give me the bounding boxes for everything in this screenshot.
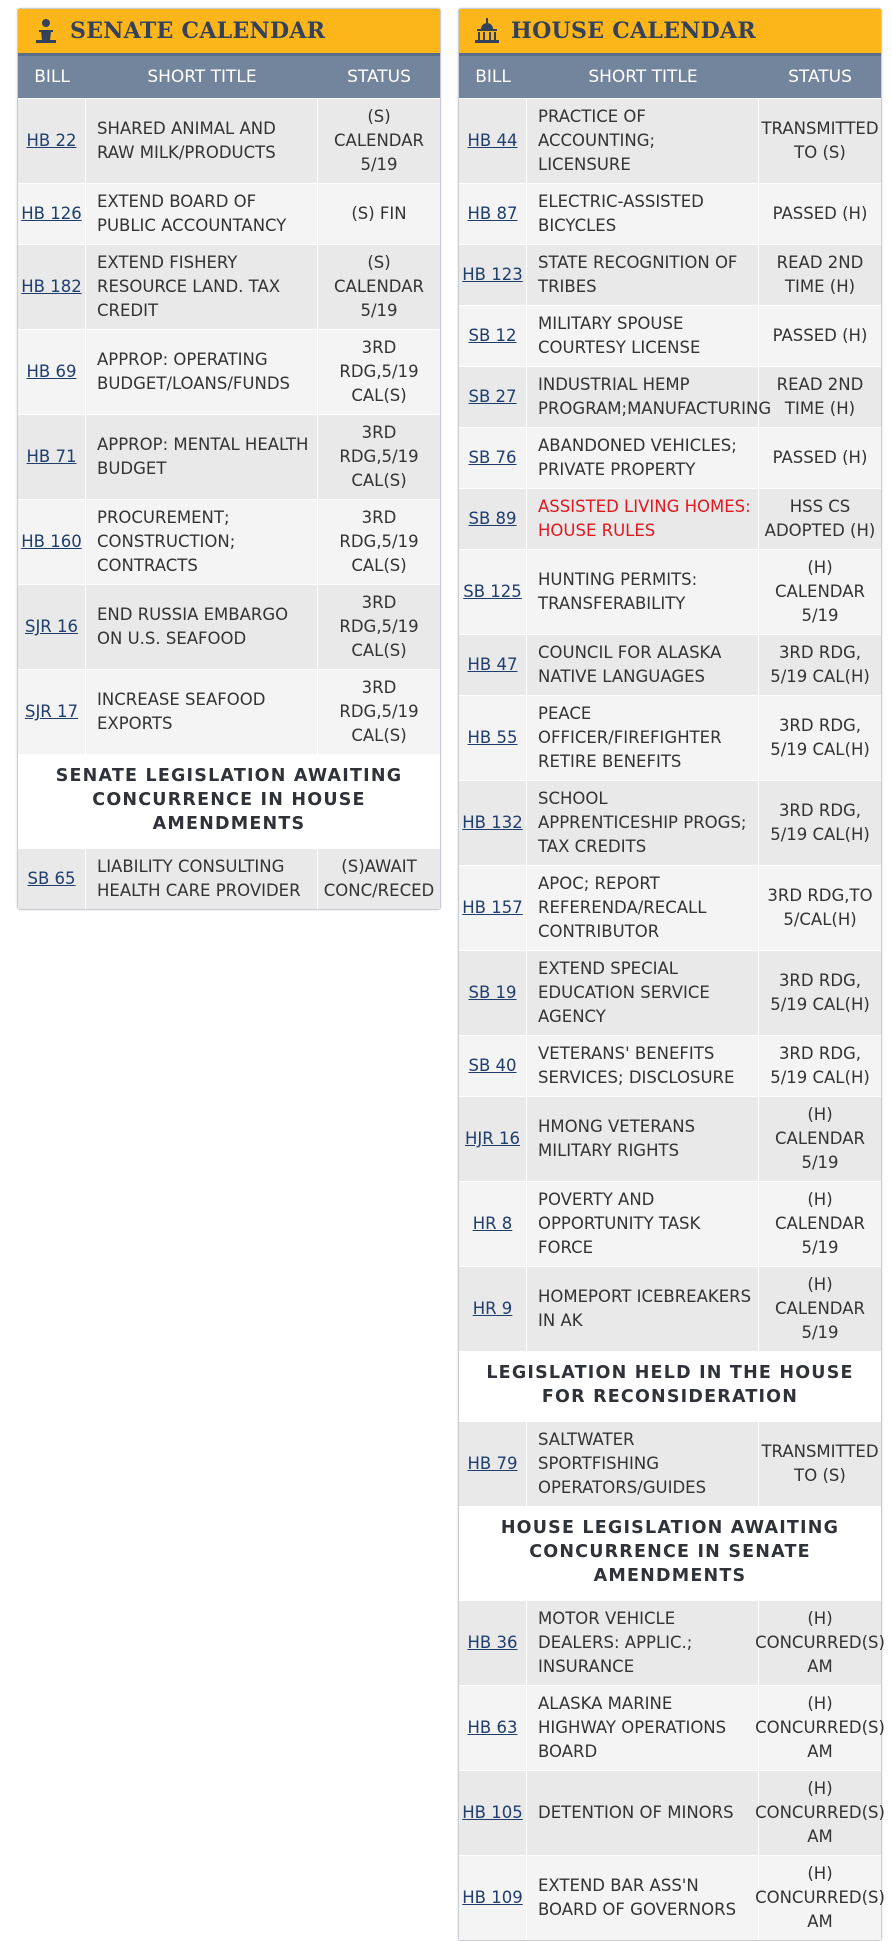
status-cell: HSS CS ADOPTED (H) <box>764 497 876 540</box>
bill-cell <box>459 1422 527 1506</box>
status-cell: 3RD RDG, 5/19 CAL(H) <box>770 1044 870 1087</box>
table-row <box>18 244 440 329</box>
bill-link[interactable]: SB 19 <box>468 983 517 1002</box>
status-cell: TRANSMITTED TO (S) <box>761 1442 879 1485</box>
table-row <box>459 780 881 865</box>
bill-cell <box>459 367 527 427</box>
capitol-building-icon <box>473 18 501 44</box>
bill-cell <box>459 1036 527 1096</box>
bill-cell <box>459 781 527 865</box>
short-title-cell: SALTWATER SPORTFISHING OPERATORS/GUIDES <box>527 1422 759 1506</box>
table-row <box>459 865 881 950</box>
house-awaiting-concurrence-heading: HOUSE LEGISLATION AWAITING CONCURRENCE IN SENATE AMENDMENTS <box>459 1506 881 1600</box>
bill-link[interactable]: SB 12 <box>468 326 517 345</box>
senate-column-header <box>18 56 440 98</box>
table-row <box>459 1685 885 1770</box>
bill-link[interactable]: HB 79 <box>467 1454 518 1473</box>
status-cell: PASSED (H) <box>772 204 868 223</box>
house-column-header <box>459 56 881 98</box>
speaker-podium-icon <box>32 18 60 44</box>
short-title-cell: MILITARY SPOUSE COURTESY LICENSE <box>527 306 759 366</box>
short-title-cell: APOC; REPORT REFERENDA/RECALL CONTRIBUTOR <box>527 866 759 950</box>
short-title-cell: MOTOR VEHICLE DEALERS: APPLIC.; INSURANCE <box>527 1601 759 1685</box>
short-title-cell: STATE RECOGNITION OF TRIBES <box>527 245 759 305</box>
table-row <box>459 366 881 427</box>
short-title-cell: EXTEND BAR ASS'N BOARD OF GOVERNORS <box>527 1856 759 1940</box>
column-short-title: SHORT TITLE <box>147 67 257 87</box>
short-title-cell: APPROP: MENTAL HEALTH BUDGET <box>86 415 318 499</box>
table-row <box>18 183 440 244</box>
short-title-cell: DETENTION OF MINORS <box>527 1771 759 1855</box>
bill-link[interactable]: SJR 16 <box>24 617 79 636</box>
table-row <box>459 1096 881 1181</box>
short-title-cell: HOMEPORT ICEBREAKERS IN AK <box>527 1267 759 1351</box>
bill-cell <box>459 1601 527 1685</box>
short-title-cell: HUNTING PERMITS: TRANSFERABILITY <box>527 550 759 634</box>
bill-cell <box>459 550 527 634</box>
bill-cell <box>18 415 86 499</box>
senate-calendar-panel <box>17 8 441 910</box>
senate-calendar-title: SENATE CALENDAR <box>70 18 326 44</box>
status-cell: (H) CONCURRED(S) AM <box>755 1779 885 1846</box>
bill-link[interactable]: SB 76 <box>468 448 517 467</box>
bill-cell <box>459 428 527 488</box>
status-cell: TRANSMITTED TO (S) <box>761 119 879 162</box>
bill-cell <box>459 866 527 950</box>
short-title-cell: ELECTRIC-ASSISTED BICYCLES <box>527 184 759 244</box>
bill-cell <box>459 1856 527 1940</box>
bill-link[interactable]: HB 182 <box>21 277 82 296</box>
status-cell: 3RD RDG,5/19 CAL(S) <box>339 508 419 575</box>
status-cell: (H) CONCURRED(S) AM <box>755 1864 885 1931</box>
short-title-cell: ALASKA MARINE HIGHWAY OPERATIONS BOARD <box>527 1686 759 1770</box>
short-title-cell: EXTEND BOARD OF PUBLIC ACCOUNTANCY <box>86 184 318 244</box>
short-title-cell: LIABILITY CONSULTING HEALTH CARE PROVIDER <box>86 849 318 909</box>
bill-link[interactable]: HB 157 <box>462 898 523 917</box>
status-cell: 3RD RDG,5/19 CAL(S) <box>339 423 419 490</box>
short-title-cell: INDUSTRIAL HEMP PROGRAM;MANUFACTURING <box>527 367 759 427</box>
short-title-cell: ASSISTED LIVING HOMES: HOUSE RULES <box>527 489 759 549</box>
bill-link[interactable]: HJR 16 <box>465 1129 520 1148</box>
bill-cell <box>459 635 527 695</box>
status-cell: (S)AWAIT CONC/RECED <box>323 857 435 900</box>
bill-cell <box>18 245 86 329</box>
bill-cell <box>459 306 527 366</box>
status-cell: (H) CONCURRED(S) AM <box>755 1609 885 1676</box>
short-title-cell: APPROP: OPERATING BUDGET/LOANS/FUNDS <box>86 330 318 414</box>
short-title-cell: VETERANS' BENEFITS SERVICES; DISCLOSURE <box>527 1036 759 1096</box>
bill-link[interactable]: SB 89 <box>468 509 517 528</box>
bill-link[interactable]: SB 27 <box>468 387 517 406</box>
senate-awaiting-rows <box>18 848 440 909</box>
short-title-cell: PEACE OFFICER/FIREFIGHTER RETIRE BENEFITS <box>527 696 759 780</box>
column-status: STATUS <box>347 67 411 87</box>
short-title-cell: HMONG VETERANS MILITARY RIGHTS <box>527 1097 759 1181</box>
bill-link[interactable]: HB 22 <box>26 131 77 150</box>
status-cell: (H) CALENDAR 5/19 <box>775 558 865 625</box>
bill-cell <box>459 1182 527 1266</box>
table-row <box>459 950 881 1035</box>
table-row <box>459 244 881 305</box>
bill-cell <box>459 1771 527 1855</box>
house-held-reconsideration-heading: LEGISLATION HELD IN THE HOUSE FOR RECONSIDERATION <box>459 1351 881 1421</box>
status-cell: 3RD RDG, 5/19 CAL(H) <box>770 643 870 686</box>
short-title-cell: ABANDONED VEHICLES; PRIVATE PROPERTY <box>527 428 759 488</box>
status-cell: (H) CONCURRED(S) AM <box>755 1694 885 1761</box>
bill-link[interactable]: HB 63 <box>467 1718 518 1737</box>
status-cell: (H) CALENDAR 5/19 <box>775 1105 865 1172</box>
status-cell: READ 2ND TIME (H) <box>776 253 864 296</box>
table-row <box>459 695 881 780</box>
status-cell: PASSED (H) <box>772 326 868 345</box>
bill-cell <box>459 1097 527 1181</box>
bill-link[interactable]: HB 36 <box>467 1633 518 1652</box>
short-title-cell: INCREASE SEAFOOD EXPORTS <box>86 670 318 754</box>
table-row <box>18 584 440 669</box>
table-row <box>459 305 881 366</box>
house-awaiting-rows <box>459 1600 885 1940</box>
bill-cell <box>459 951 527 1035</box>
table-row <box>18 98 440 183</box>
bill-link[interactable]: HR 8 <box>472 1214 513 1233</box>
short-title-cell: PROCUREMENT; CONSTRUCTION; CONTRACTS <box>86 500 318 584</box>
table-row <box>459 1855 885 1940</box>
bill-link[interactable]: HB 71 <box>26 447 77 466</box>
table-row <box>459 1035 881 1096</box>
table-row <box>18 499 440 584</box>
house-held-rows <box>459 1421 881 1506</box>
short-title-cell: SHARED ANIMAL AND RAW MILK/PRODUCTS <box>86 99 318 183</box>
short-title-cell: POVERTY AND OPPORTUNITY TASK FORCE <box>527 1182 759 1266</box>
status-cell: (S) CALENDAR 5/19 <box>334 253 424 320</box>
bill-link[interactable]: HB 87 <box>467 204 518 223</box>
bill-link[interactable]: HB 126 <box>21 204 82 223</box>
bill-link[interactable]: HB 44 <box>467 131 518 150</box>
senate-awaiting-concurrence-heading: SENATE LEGISLATION AWAITING CONCURRENCE IN HOUSE AMENDMENTS <box>18 754 440 848</box>
status-cell: PASSED (H) <box>772 448 868 467</box>
table-row <box>18 669 440 754</box>
status-cell: (H) CALENDAR 5/19 <box>775 1275 865 1342</box>
short-title-cell: END RUSSIA EMBARGO ON U.S. SEAFOOD <box>86 585 318 669</box>
bill-cell <box>459 184 527 244</box>
short-title-cell: SCHOOL APPRENTICESHIP PROGS; TAX CREDITS <box>527 781 759 865</box>
status-cell: (S) CALENDAR 5/19 <box>334 107 424 174</box>
bill-cell <box>459 245 527 305</box>
table-row <box>18 329 440 414</box>
bill-link[interactable]: SJR 17 <box>24 702 79 721</box>
status-cell: 3RD RDG, 5/19 CAL(H) <box>770 801 870 844</box>
status-cell: 3RD RDG, 5/19 CAL(H) <box>770 716 870 759</box>
status-cell: 3RD RDG,5/19 CAL(S) <box>339 338 419 405</box>
table-row <box>459 1181 881 1266</box>
table-row <box>459 549 881 634</box>
house-calendar-panel <box>458 8 885 1941</box>
bill-link[interactable]: SB 40 <box>468 1056 517 1075</box>
status-cell: (S) FIN <box>351 204 407 223</box>
table-row <box>18 414 440 499</box>
senate-rows <box>18 98 440 754</box>
short-title-cell: COUNCIL FOR ALASKA NATIVE LANGUAGES <box>527 635 759 695</box>
bill-cell <box>459 696 527 780</box>
bill-link[interactable]: HB 109 <box>462 1888 523 1907</box>
table-row <box>459 1600 885 1685</box>
bill-cell <box>18 99 86 183</box>
table-row <box>18 848 440 909</box>
table-row <box>459 427 881 488</box>
short-title-cell: EXTEND SPECIAL EDUCATION SERVICE AGENCY <box>527 951 759 1035</box>
status-cell: 3RD RDG, 5/19 CAL(H) <box>770 971 870 1014</box>
status-cell: (H) CALENDAR 5/19 <box>775 1190 865 1257</box>
short-title-cell: PRACTICE OF ACCOUNTING; LICENSURE <box>527 99 759 183</box>
bill-cell <box>459 489 527 549</box>
column-bill: BILL <box>34 67 70 87</box>
bill-cell <box>18 585 86 669</box>
bill-cell <box>18 670 86 754</box>
table-row <box>459 1770 885 1855</box>
status-cell: 3RD RDG,TO 5/CAL(H) <box>767 886 873 929</box>
bill-link[interactable]: HB 123 <box>462 265 523 284</box>
bill-link[interactable]: HB 69 <box>26 362 77 381</box>
bill-cell <box>18 330 86 414</box>
column-bill: BILL <box>475 67 511 87</box>
bill-link[interactable]: HB 160 <box>21 532 82 551</box>
column-short-title: SHORT TITLE <box>588 67 698 87</box>
house-calendar-title: HOUSE CALENDAR <box>511 18 757 44</box>
bill-cell <box>18 500 86 584</box>
bill-cell <box>18 849 86 909</box>
status-cell: 3RD RDG,5/19 CAL(S) <box>339 678 419 745</box>
status-cell: READ 2ND TIME (H) <box>776 375 864 418</box>
bill-link[interactable]: SB 125 <box>463 582 522 601</box>
table-row <box>459 98 881 183</box>
table-row <box>459 183 881 244</box>
bill-cell <box>459 1686 527 1770</box>
bill-cell <box>18 184 86 244</box>
bill-link[interactable]: HB 55 <box>467 728 518 747</box>
table-row <box>459 634 881 695</box>
bill-cell <box>459 99 527 183</box>
house-rows <box>459 98 881 1351</box>
short-title-cell: EXTEND FISHERY RESOURCE LAND. TAX CREDIT <box>86 245 318 329</box>
table-row <box>459 1421 881 1506</box>
bill-cell <box>459 1267 527 1351</box>
bill-link[interactable]: HR 9 <box>472 1299 513 1318</box>
table-row <box>459 1266 881 1351</box>
bill-link[interactable]: HB 132 <box>462 813 523 832</box>
column-status: STATUS <box>788 67 852 87</box>
status-cell: 3RD RDG,5/19 CAL(S) <box>339 593 419 660</box>
table-row <box>459 488 881 549</box>
bill-link[interactable]: HB 105 <box>462 1803 523 1822</box>
house-calendar-header <box>459 9 881 56</box>
bill-link[interactable]: SB 65 <box>27 869 76 888</box>
bill-link[interactable]: HB 47 <box>467 655 518 674</box>
senate-calendar-header <box>18 9 440 56</box>
